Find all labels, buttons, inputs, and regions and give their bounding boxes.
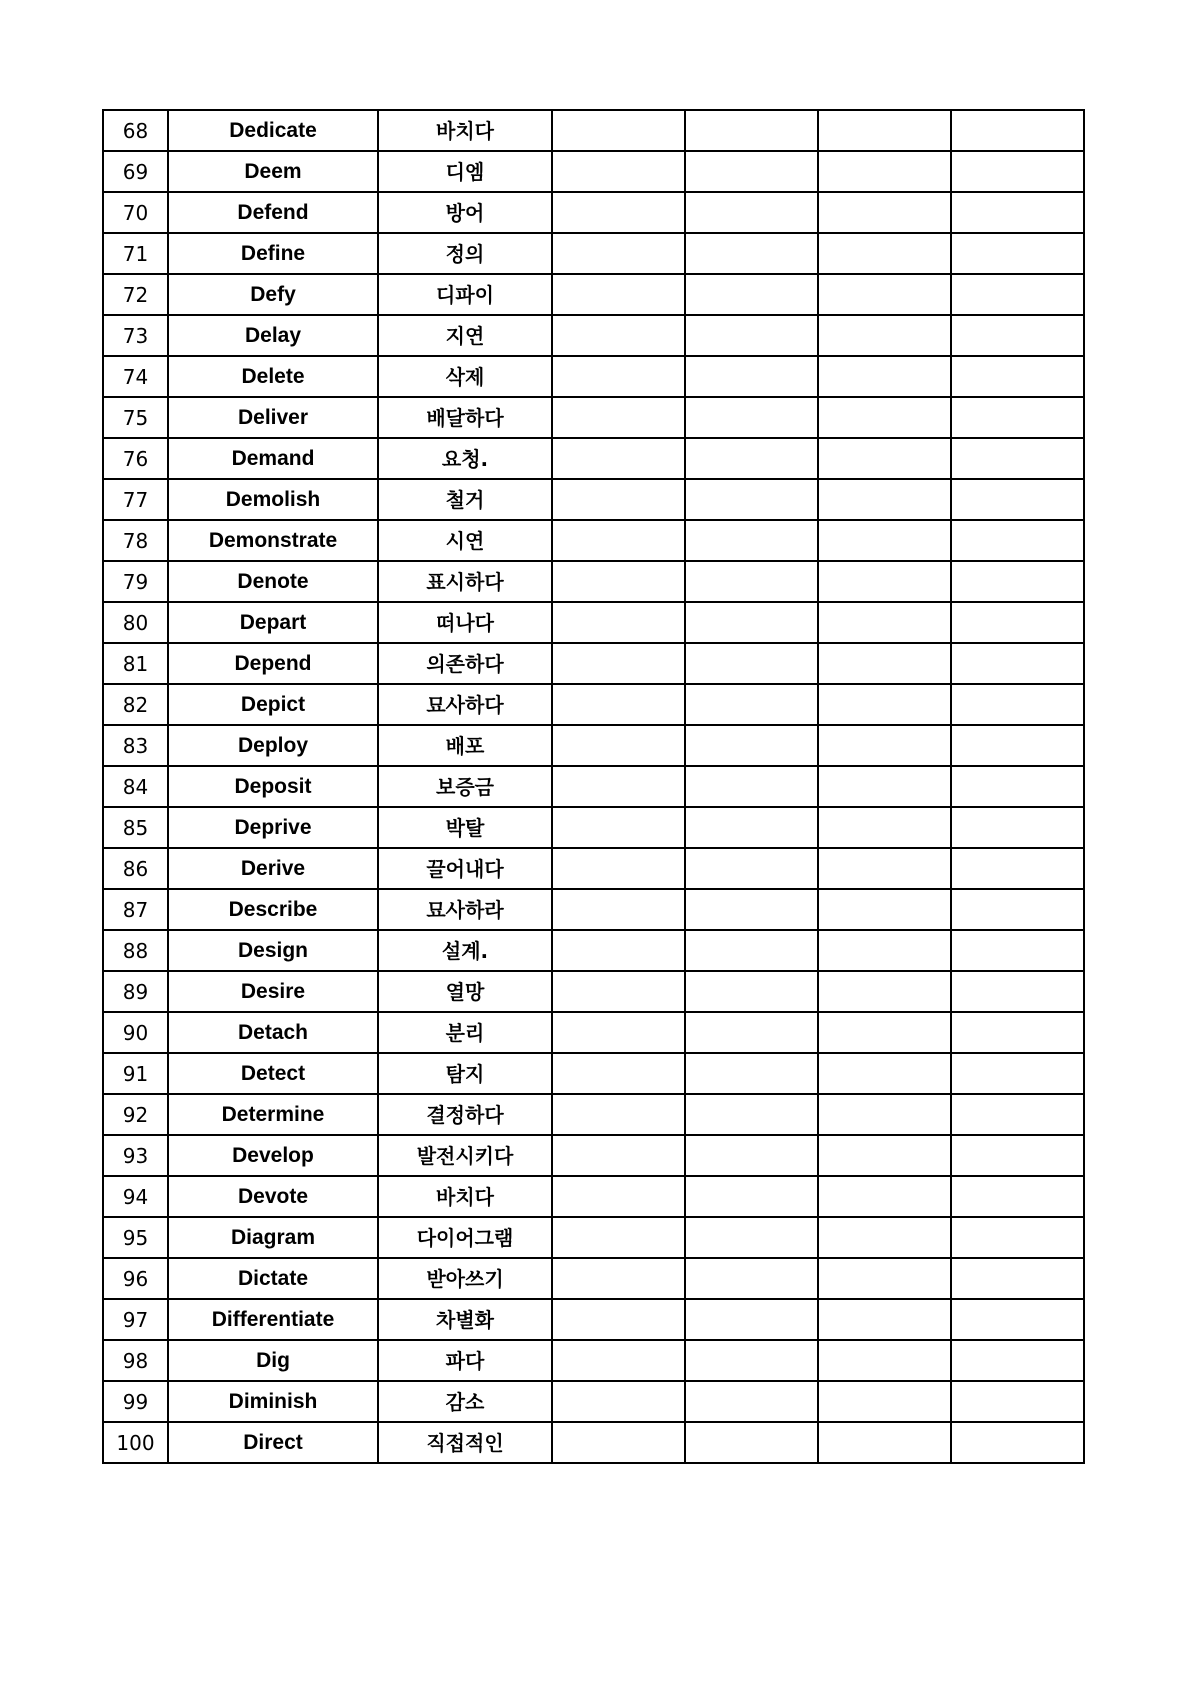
english-word: Deliver [168,397,378,438]
english-word: Depart [168,602,378,643]
blank-cell [951,438,1084,479]
korean-meaning: 분리 [378,1012,552,1053]
table-row [103,1053,1084,1094]
blank-cell [818,1340,951,1381]
blank-cell [552,274,685,315]
blank-cell [685,1012,818,1053]
table-row [103,602,1084,643]
blank-cell [685,1381,818,1422]
blank-cell [951,643,1084,684]
blank-cell [552,520,685,561]
korean-meaning: 발전시키다 [378,1135,552,1176]
row-number: 95 [103,1217,168,1258]
english-word: Dictate [168,1258,378,1299]
blank-cell [818,602,951,643]
blank-cell [951,233,1084,274]
blank-cell [951,110,1084,151]
table-row [103,930,1084,971]
blank-cell [685,356,818,397]
korean-meaning: 묘사하다 [378,684,552,725]
table-row [103,479,1084,520]
blank-cell [818,766,951,807]
korean-meaning: 바치다 [378,1176,552,1217]
blank-cell [818,1217,951,1258]
korean-meaning: 표시하다 [378,561,552,602]
table-row [103,1012,1084,1053]
blank-cell [552,848,685,889]
korean-meaning: 배달하다 [378,397,552,438]
table-row [103,1340,1084,1381]
blank-cell [951,602,1084,643]
blank-cell [818,561,951,602]
blank-cell [951,1217,1084,1258]
blank-cell [552,602,685,643]
korean-meaning: 열망 [378,971,552,1012]
blank-cell [951,971,1084,1012]
korean-meaning: 시연 [378,520,552,561]
blank-cell [951,1012,1084,1053]
english-word: Develop [168,1135,378,1176]
blank-cell [552,1053,685,1094]
korean-meaning: 다이어그램 [378,1217,552,1258]
blank-cell [552,479,685,520]
blank-cell [951,848,1084,889]
table-row [103,643,1084,684]
row-number: 80 [103,602,168,643]
blank-cell [818,274,951,315]
korean-meaning: 디파이 [378,274,552,315]
blank-cell [951,1381,1084,1422]
row-number: 73 [103,315,168,356]
blank-cell [685,766,818,807]
blank-cell [685,1217,818,1258]
blank-cell [552,151,685,192]
table-row [103,110,1084,151]
english-word: Devote [168,1176,378,1217]
blank-cell [818,1094,951,1135]
blank-cell [685,684,818,725]
korean-meaning: 의존하다 [378,643,552,684]
korean-meaning: 철거 [378,479,552,520]
row-number: 88 [103,930,168,971]
blank-cell [685,192,818,233]
blank-cell [818,684,951,725]
blank-cell [552,192,685,233]
row-number: 98 [103,1340,168,1381]
blank-cell [552,1381,685,1422]
korean-meaning: 끌어내다 [378,848,552,889]
blank-cell [818,356,951,397]
row-number: 74 [103,356,168,397]
blank-cell [685,520,818,561]
english-word: Describe [168,889,378,930]
blank-cell [818,315,951,356]
blank-cell [552,1258,685,1299]
vocabulary-table [102,109,1085,1464]
english-word: Diminish [168,1381,378,1422]
blank-cell [951,1340,1084,1381]
table-row [103,1299,1084,1340]
blank-cell [685,848,818,889]
blank-cell [552,725,685,766]
blank-cell [951,684,1084,725]
blank-cell [951,930,1084,971]
blank-cell [951,1053,1084,1094]
table-row [103,397,1084,438]
english-word: Derive [168,848,378,889]
blank-cell [552,1217,685,1258]
blank-cell [818,397,951,438]
blank-cell [951,397,1084,438]
blank-cell [818,643,951,684]
blank-cell [951,725,1084,766]
korean-meaning: 요청. [378,438,552,479]
table-row [103,684,1084,725]
korean-meaning: 설계. [378,930,552,971]
blank-cell [685,1422,818,1463]
english-word: Determine [168,1094,378,1135]
row-number: 96 [103,1258,168,1299]
blank-cell [685,1094,818,1135]
blank-cell [552,1012,685,1053]
blank-cell [951,520,1084,561]
blank-cell [685,1299,818,1340]
english-word: Detach [168,1012,378,1053]
blank-cell [685,1135,818,1176]
table-row [103,1381,1084,1422]
korean-meaning: 감소 [378,1381,552,1422]
blank-cell [685,725,818,766]
blank-cell [818,479,951,520]
blank-cell [552,110,685,151]
blank-cell [552,315,685,356]
blank-cell [818,233,951,274]
blank-cell [951,889,1084,930]
english-word: Design [168,930,378,971]
row-number: 79 [103,561,168,602]
blank-cell [951,315,1084,356]
blank-cell [685,479,818,520]
english-word: Differentiate [168,1299,378,1340]
blank-cell [818,1381,951,1422]
english-word: Dig [168,1340,378,1381]
blank-cell [685,110,818,151]
english-word: Detect [168,1053,378,1094]
blank-cell [818,1012,951,1053]
korean-meaning: 받아쓰기 [378,1258,552,1299]
blank-cell [552,930,685,971]
korean-meaning: 박탈 [378,807,552,848]
table-row [103,438,1084,479]
korean-meaning: 바치다 [378,110,552,151]
blank-cell [552,1299,685,1340]
english-word: Defend [168,192,378,233]
row-number: 86 [103,848,168,889]
row-number: 84 [103,766,168,807]
table-row [103,807,1084,848]
blank-cell [951,479,1084,520]
table-row [103,1176,1084,1217]
english-word: Dedicate [168,110,378,151]
row-number: 72 [103,274,168,315]
blank-cell [951,1176,1084,1217]
english-word: Define [168,233,378,274]
row-number: 69 [103,151,168,192]
row-number: 90 [103,1012,168,1053]
blank-cell [951,192,1084,233]
korean-meaning: 보증금 [378,766,552,807]
blank-cell [818,1053,951,1094]
table-row [103,725,1084,766]
blank-cell [552,561,685,602]
blank-cell [552,1094,685,1135]
blank-cell [818,151,951,192]
row-number: 71 [103,233,168,274]
korean-meaning: 파다 [378,1340,552,1381]
table-row [103,889,1084,930]
row-number: 93 [103,1135,168,1176]
blank-cell [685,1340,818,1381]
english-word: Deprive [168,807,378,848]
blank-cell [552,1422,685,1463]
english-word: Desire [168,971,378,1012]
blank-cell [818,1135,951,1176]
blank-cell [951,151,1084,192]
blank-cell [552,233,685,274]
row-number: 83 [103,725,168,766]
row-number: 76 [103,438,168,479]
table-row [103,233,1084,274]
blank-cell [552,807,685,848]
blank-cell [818,889,951,930]
blank-cell [951,561,1084,602]
blank-cell [951,1258,1084,1299]
english-word: Diagram [168,1217,378,1258]
blank-cell [685,971,818,1012]
blank-cell [685,233,818,274]
english-word: Deposit [168,766,378,807]
english-word: Demolish [168,479,378,520]
blank-cell [685,643,818,684]
blank-cell [951,1094,1084,1135]
row-number: 82 [103,684,168,725]
blank-cell [685,930,818,971]
blank-cell [818,930,951,971]
table-row [103,520,1084,561]
blank-cell [951,356,1084,397]
korean-meaning: 디엠 [378,151,552,192]
row-number: 92 [103,1094,168,1135]
blank-cell [685,151,818,192]
blank-cell [685,438,818,479]
english-word: Depend [168,643,378,684]
korean-meaning: 방어 [378,192,552,233]
blank-cell [552,889,685,930]
blank-cell [818,807,951,848]
blank-cell [818,110,951,151]
table-row [103,1258,1084,1299]
korean-meaning: 차별화 [378,1299,552,1340]
blank-cell [552,1176,685,1217]
blank-cell [951,1299,1084,1340]
blank-cell [818,725,951,766]
table-row [103,356,1084,397]
row-number: 81 [103,643,168,684]
row-number: 97 [103,1299,168,1340]
blank-cell [552,356,685,397]
blank-cell [685,602,818,643]
english-word: Deploy [168,725,378,766]
blank-cell [818,1299,951,1340]
korean-meaning: 정의 [378,233,552,274]
blank-cell [685,274,818,315]
blank-cell [951,766,1084,807]
table-row [103,766,1084,807]
blank-cell [552,643,685,684]
row-number: 100 [103,1422,168,1463]
korean-meaning: 결정하다 [378,1094,552,1135]
row-number: 85 [103,807,168,848]
table-row [103,971,1084,1012]
blank-cell [685,315,818,356]
blank-cell [552,684,685,725]
korean-meaning: 배포 [378,725,552,766]
table-row [103,1217,1084,1258]
blank-cell [818,438,951,479]
table-row [103,1094,1084,1135]
blank-cell [818,192,951,233]
blank-cell [685,807,818,848]
blank-cell [685,397,818,438]
blank-cell [552,766,685,807]
blank-cell [552,971,685,1012]
korean-meaning: 묘사하라 [378,889,552,930]
blank-cell [818,1422,951,1463]
english-word: Denote [168,561,378,602]
korean-meaning: 직접적인 [378,1422,552,1463]
korean-meaning: 지연 [378,315,552,356]
row-number: 68 [103,110,168,151]
row-number: 91 [103,1053,168,1094]
blank-cell [818,1258,951,1299]
blank-cell [818,1176,951,1217]
blank-cell [685,561,818,602]
blank-cell [552,1340,685,1381]
blank-cell [951,1135,1084,1176]
english-word: Depict [168,684,378,725]
english-word: Delete [168,356,378,397]
vocabulary-table-body [103,110,1084,1463]
blank-cell [818,848,951,889]
blank-cell [552,397,685,438]
blank-cell [951,274,1084,315]
row-number: 99 [103,1381,168,1422]
table-row [103,274,1084,315]
blank-cell [552,1135,685,1176]
row-number: 87 [103,889,168,930]
blank-cell [818,520,951,561]
row-number: 89 [103,971,168,1012]
blank-cell [685,1176,818,1217]
table-row [103,315,1084,356]
english-word: Demonstrate [168,520,378,561]
korean-meaning: 떠나다 [378,602,552,643]
blank-cell [818,971,951,1012]
row-number: 77 [103,479,168,520]
english-word: Deem [168,151,378,192]
blank-cell [685,1053,818,1094]
english-word: Delay [168,315,378,356]
blank-cell [552,438,685,479]
row-number: 70 [103,192,168,233]
row-number: 75 [103,397,168,438]
english-word: Direct [168,1422,378,1463]
table-row [103,848,1084,889]
table-row [103,192,1084,233]
english-word: Defy [168,274,378,315]
blank-cell [951,1422,1084,1463]
blank-cell [685,889,818,930]
blank-cell [951,807,1084,848]
korean-meaning: 탐지 [378,1053,552,1094]
table-row [103,561,1084,602]
table-row [103,1422,1084,1463]
row-number: 78 [103,520,168,561]
table-row [103,151,1084,192]
korean-meaning: 삭제 [378,356,552,397]
table-row [103,1135,1084,1176]
row-number: 94 [103,1176,168,1217]
english-word: Demand [168,438,378,479]
blank-cell [685,1258,818,1299]
